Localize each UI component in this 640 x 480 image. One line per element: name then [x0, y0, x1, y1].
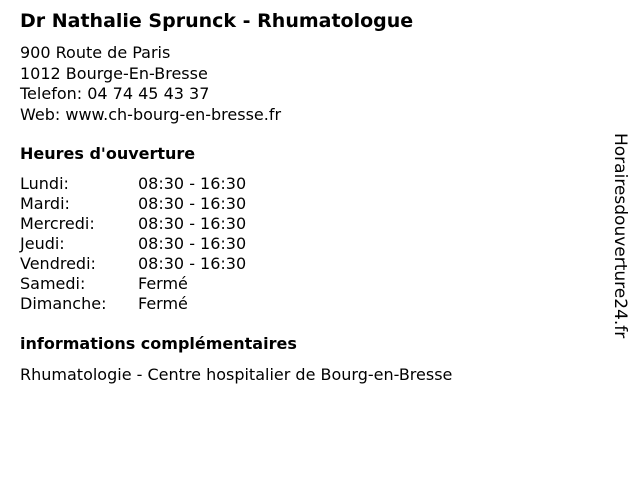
hours-time: 08:30 - 16:30: [138, 234, 247, 253]
hours-day: Dimanche:: [20, 294, 107, 313]
opening-hours-table: [20, 174, 246, 314]
address-block: [20, 43, 281, 125]
hours-row-tuesday: [20, 194, 246, 214]
hours-time: Fermé: [138, 274, 188, 293]
hours-day: Samedi:: [20, 274, 86, 293]
hours-row-monday: [20, 174, 246, 194]
hours-day: Jeudi:: [20, 234, 65, 253]
hours-row-sunday: [20, 294, 246, 314]
hours-day: Lundi:: [20, 174, 69, 193]
hours-time: 08:30 - 16:30: [138, 214, 247, 233]
site-watermark: Horairesdouverture24.fr: [610, 133, 630, 339]
hours-day: Vendredi:: [20, 254, 96, 273]
additional-info-text: Rhumatologie - Centre hospitalier de Bourg-en-Bresse: [20, 365, 453, 384]
address-city: 1012 Bourge-En-Bresse: [20, 63, 208, 83]
hours-day: Mardi:: [20, 194, 70, 213]
hours-row-thursday: [20, 234, 246, 254]
hours-time: Fermé: [138, 294, 188, 313]
hours-time: 08:30 - 16:30: [138, 254, 247, 273]
page-title: Dr Nathalie Sprunck - Rhumatologue: [20, 10, 414, 32]
additional-info-heading: informations complémentaires: [20, 334, 297, 353]
hours-row-wednesday: [20, 214, 246, 234]
address-street: 900 Route de Paris: [20, 43, 171, 62]
hours-row-friday: [20, 254, 246, 274]
hours-day: Mercredi:: [20, 214, 95, 233]
hours-time: 08:30 - 16:30: [138, 194, 247, 213]
phone-number: Telefon: 04 74 45 43 37: [20, 84, 210, 103]
website: Web: www.ch-bourg-en-bresse.fr: [20, 104, 282, 124]
hours-row-saturday: [20, 274, 246, 294]
opening-hours-heading: Heures d'ouverture: [20, 144, 196, 163]
hours-time: 08:30 - 16:30: [138, 174, 247, 193]
